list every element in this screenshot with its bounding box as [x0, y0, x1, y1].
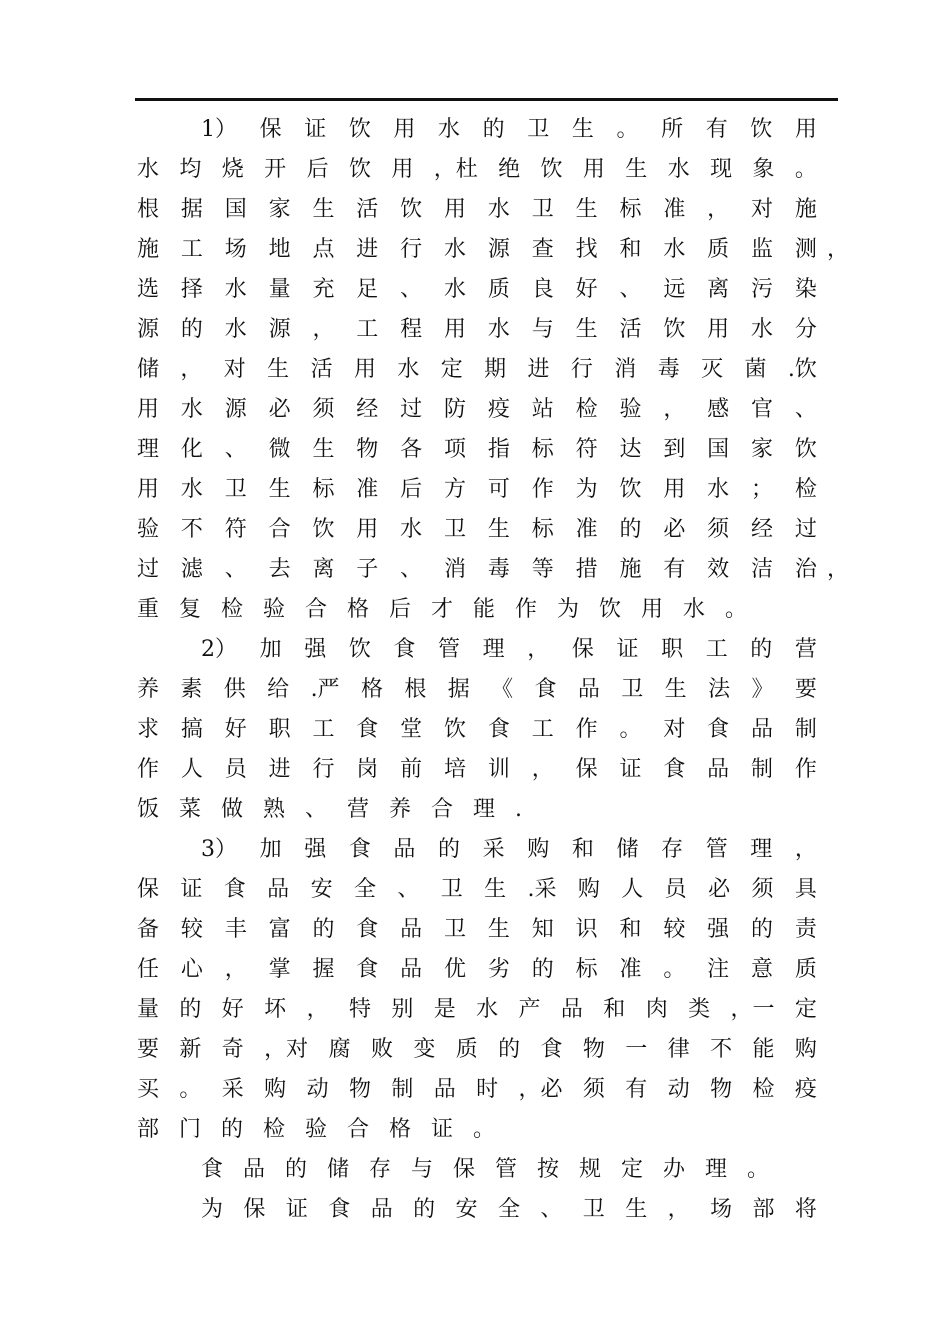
- text-line-wrapper: [137, 270, 817, 310]
- text-line: 任 心 ， 掌 握 食 品 优 劣 的 标 准 。 注 意 质: [137, 957, 817, 982]
- text-line: 饭菜做熟、营养合理.: [137, 797, 542, 822]
- text-line: 养 素 供 给 .严 格 根 据 《 食 品 卫 生 法 》 要: [137, 677, 817, 702]
- text-line: 用 水 源 必 须 经 过 防 疫 站 检 验 ， 感 官 、: [137, 397, 817, 422]
- text-line: 部门的检验合格证。: [137, 1117, 516, 1142]
- text-line: 食品的储存与保管按规定办理。: [201, 1157, 790, 1182]
- text-line-wrapper: [137, 1150, 817, 1190]
- text-line-wrapper: [137, 550, 849, 590]
- text-line: 量 的 好 坏 ， 特 别 是 水 产 品 和 肉 类 ，一 定: [137, 997, 817, 1022]
- text-line: 过 滤 、 去 离 子 、 消 毒 等 措 施 有 效 洁 治: [137, 557, 817, 582]
- text-line: 要 新 奇 ，对 腐 败 变 质 的 食 物 一 律 不 能 购: [137, 1037, 817, 1062]
- text-line: 保 证 食 品 安 全 、 卫 生 .采 购 人 员 必 须 具: [137, 877, 817, 902]
- text-line-wrapper: [137, 350, 817, 390]
- header-rule: [135, 98, 838, 101]
- text-line: 1） 保 证 饮 用 水 的 卫 生 。 所 有 饮 用: [201, 117, 817, 142]
- text-line: 验 不 符 合 饮 用 水 卫 生 标 准 的 必 须 经 过: [137, 517, 817, 542]
- text-line: 源 的 水 源 ， 工 程 用 水 与 生 活 饮 用 水 分: [137, 317, 817, 342]
- text-line: 求 搞 好 职 工 食 堂 饮 食 工 作 。 对 食 品 制: [137, 717, 817, 742]
- text-line-wrapper: [137, 710, 817, 750]
- text-line-wrapper: [137, 230, 849, 270]
- text-line-wrapper: [137, 430, 817, 470]
- text-line: 施 工 场 地 点 进 行 水 源 查 找 和 水 质 监 测: [137, 237, 817, 262]
- text-line: 作 人 员 进 行 岗 前 培 训 ， 保 证 食 品 制 作: [137, 757, 817, 782]
- text-line-wrapper: [137, 590, 817, 630]
- text-line-wrapper: [137, 310, 817, 350]
- text-line-wrapper: [137, 390, 817, 430]
- text-line-wrapper: [137, 790, 817, 830]
- text-line: 重复检验合格后才能作为饮用水。: [137, 597, 768, 622]
- text-line: 理 化 、 微 生 物 各 项 指 标 符 达 到 国 家 饮: [137, 437, 817, 462]
- text-line: 备 较 丰 富 的 食 品 卫 生 知 识 和 较 强 的 责: [137, 917, 817, 942]
- text-line-wrapper: [137, 670, 817, 710]
- overhang-punctuation: ，: [826, 237, 849, 262]
- text-line: 选 择 水 量 充 足 、 水 质 良 好 、 远 离 污 染: [137, 277, 817, 302]
- text-line-wrapper: [137, 950, 817, 990]
- text-line: 水 均 烧 开 后 饮 用 ，杜 绝 饮 用 生 水 现 象 。: [137, 157, 817, 182]
- text-line-wrapper: [137, 1070, 817, 1110]
- text-line-wrapper: [137, 750, 817, 790]
- text-line: 3） 加 强 食 品 的 采 购 和 储 存 管 理 ，: [201, 837, 817, 862]
- text-line-wrapper: [137, 910, 817, 950]
- text-line-wrapper: [137, 510, 817, 550]
- text-line-wrapper: [137, 630, 817, 670]
- text-line-wrapper: [137, 1190, 817, 1230]
- text-line-wrapper: [137, 150, 817, 190]
- text-line-wrapper: [137, 190, 817, 230]
- text-line-wrapper: [137, 990, 817, 1030]
- overhang-punctuation: ，: [826, 557, 849, 582]
- text-line: 为 保 证 食 品 的 安 全 、 卫 生 ， 场 部 将: [201, 1197, 817, 1222]
- text-line-wrapper: [137, 1030, 817, 1070]
- text-line-wrapper: [137, 870, 817, 910]
- text-line: 买 。 采 购 动 物 制 品 时 ，必 须 有 动 物 检 疫: [137, 1077, 817, 1102]
- text-line: 用 水 卫 生 标 准 后 方 可 作 为 饮 用 水 ； 检: [137, 477, 817, 502]
- body-text: [137, 110, 849, 1230]
- text-line-wrapper: [137, 830, 817, 870]
- text-line: 根 据 国 家 生 活 饮 用 水 卫 生 标 准 ， 对 施: [137, 197, 817, 222]
- text-line: 储 ， 对 生 活 用 水 定 期 进 行 消 毒 灭 菌 .饮: [137, 357, 817, 382]
- text-line-wrapper: [137, 110, 817, 150]
- text-line-wrapper: [137, 470, 817, 510]
- text-line: 2） 加 强 饮 食 管 理 ， 保 证 职 工 的 营: [201, 637, 817, 662]
- text-line-wrapper: [137, 1110, 817, 1150]
